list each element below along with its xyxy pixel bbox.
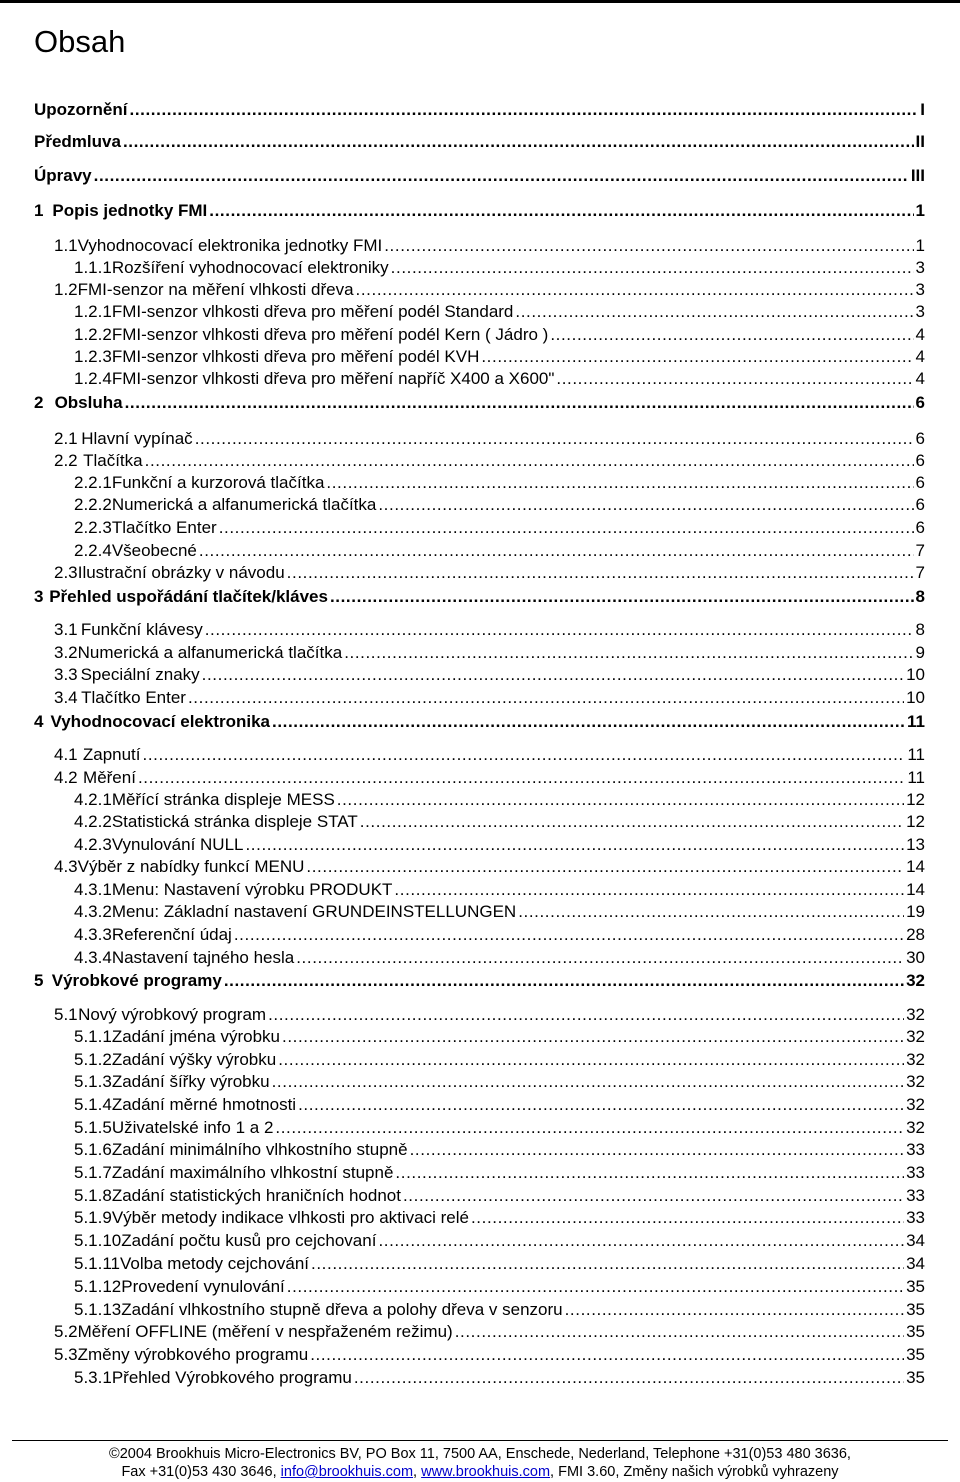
toc-label: Zadání statistických hraničních hodnot bbox=[111, 1186, 401, 1205]
toc-number: 5.1.1 bbox=[74, 1027, 112, 1046]
toc-label: Zadání jména výrobku bbox=[111, 1027, 281, 1046]
toc-entry[interactable] bbox=[74, 1027, 925, 1047]
toc-page-number: 6 bbox=[915, 495, 925, 514]
toc-number: 2.2.2 bbox=[74, 495, 112, 514]
toc-page-number: 12 bbox=[906, 812, 925, 831]
toc-entry[interactable] bbox=[74, 369, 925, 389]
toc-page-number: 34 bbox=[906, 1231, 925, 1250]
toc-leader-dots bbox=[268, 1005, 904, 1025]
toc-page-number: 12 bbox=[906, 790, 925, 809]
toc-entry[interactable] bbox=[74, 1231, 925, 1251]
toc-page-number: 11 bbox=[907, 712, 925, 731]
toc-number: 3.3 bbox=[54, 665, 78, 684]
toc-label: Funkční klávesy bbox=[80, 620, 203, 639]
toc-page-number: 6 bbox=[915, 473, 925, 492]
toc-entry[interactable] bbox=[74, 1208, 925, 1228]
toc-page-number: 14 bbox=[906, 857, 925, 876]
toc-leader-dots bbox=[337, 790, 904, 810]
toc-number: 2.2 bbox=[54, 451, 78, 470]
toc-leader-dots bbox=[344, 643, 913, 663]
toc-number: 4.2.1 bbox=[74, 790, 112, 809]
toc-entry[interactable] bbox=[74, 1118, 925, 1138]
toc-label: Výrobkové programy bbox=[51, 971, 222, 990]
toc-label: Nastavení tajného hesla bbox=[111, 948, 295, 967]
toc-number: 5.3 bbox=[54, 1345, 78, 1364]
toc-leader-dots bbox=[296, 948, 904, 968]
toc-leader-dots bbox=[378, 495, 913, 515]
toc-entry[interactable] bbox=[54, 280, 925, 300]
toc-leader-dots bbox=[360, 812, 904, 832]
toc-leader-dots bbox=[306, 857, 904, 877]
toc-page-number: 35 bbox=[906, 1300, 925, 1319]
toc-number: 5.3.1 bbox=[74, 1368, 112, 1387]
toc-entry[interactable] bbox=[74, 1072, 925, 1092]
toc-page-number: 8 bbox=[915, 587, 925, 606]
toc-label: Tlačítko Enter bbox=[81, 688, 186, 707]
toc-number: 2.3 bbox=[54, 563, 78, 582]
toc-leader-dots bbox=[471, 1208, 904, 1228]
toc-label: Všeobecné bbox=[111, 541, 197, 560]
toc-leader-dots bbox=[94, 166, 909, 186]
toc-page-number: 3 bbox=[915, 280, 925, 299]
toc-label: Vyhodnocovací elektronika jednotky FMI bbox=[77, 236, 383, 255]
toc-label: Zadání měrné hmotnosti bbox=[111, 1095, 297, 1114]
toc-page-number: 28 bbox=[906, 925, 925, 944]
toc-label: Přehled uspořádání tlačítek/kláves bbox=[49, 587, 328, 606]
toc-number: 2.2.1 bbox=[74, 473, 112, 492]
toc-label: Úpravy bbox=[34, 166, 92, 185]
toc-entry[interactable] bbox=[74, 518, 925, 538]
toc-leader-dots bbox=[378, 1231, 904, 1251]
toc-entry[interactable] bbox=[54, 1322, 925, 1342]
toc-label: Zadání minimálního vlhkostního stupně bbox=[111, 1140, 408, 1159]
toc-label: Rozšíření vyhodnocovací elektroniky bbox=[111, 258, 389, 277]
toc-page-number: 4 bbox=[915, 347, 925, 366]
toc-leader-dots bbox=[272, 1072, 904, 1092]
email-link[interactable]: info@brookhuis.com bbox=[280, 1464, 414, 1480]
toc-label: Zadání šířky výrobku bbox=[111, 1072, 270, 1091]
toc-page-number: 33 bbox=[906, 1208, 925, 1227]
toc-label: Numerická a alfanumerická tlačítka bbox=[111, 495, 377, 514]
toc-entry[interactable] bbox=[54, 688, 925, 708]
toc-label: FMI-senzor vlhkosti dřeva pro měření podél KVH bbox=[111, 347, 480, 366]
toc-number: 2.2.4 bbox=[74, 541, 112, 560]
toc-label: Měřící stránka displeje MESS bbox=[111, 790, 335, 809]
toc-label: Zadání maximálního vlhkostní stupně bbox=[111, 1163, 394, 1182]
toc-number: 1.1 bbox=[54, 236, 78, 255]
toc-number: 5.1.7 bbox=[74, 1163, 112, 1182]
toc-label: Zapnutí bbox=[82, 745, 141, 764]
toc-page-number: II bbox=[915, 132, 925, 151]
toc-label: FMI-senzor vlhkosti dřeva pro měření napříč X400 a X600" bbox=[111, 369, 555, 388]
toc-number: 4.2 bbox=[54, 768, 78, 787]
toc-number: 3.4 bbox=[54, 688, 78, 707]
toc-entry[interactable] bbox=[34, 393, 925, 413]
toc-leader-dots bbox=[326, 473, 913, 493]
toc-leader-dots bbox=[205, 620, 914, 640]
toc-leader-dots bbox=[145, 451, 914, 471]
toc-leader-dots bbox=[410, 1140, 904, 1160]
toc-label: Výběr metody indikace vlhkosti pro aktivaci relé bbox=[111, 1208, 469, 1227]
toc-page-number: 3 bbox=[915, 302, 925, 321]
toc-leader-dots bbox=[394, 880, 904, 900]
toc-leader-dots bbox=[125, 393, 914, 413]
toc-number: 1.2.1 bbox=[74, 302, 112, 321]
toc-number: 5.1.8 bbox=[74, 1186, 112, 1205]
toc-leader-dots bbox=[278, 1050, 904, 1070]
toc-label: Přehled Výrobkového programu bbox=[111, 1368, 352, 1387]
toc-label: Obsluha bbox=[54, 393, 123, 412]
toc-label: Provedení vynulování bbox=[121, 1277, 285, 1296]
toc-page-number: 32 bbox=[906, 1027, 925, 1046]
toc-number: 1.2 bbox=[54, 280, 78, 299]
toc-leader-dots bbox=[556, 369, 913, 389]
toc-number: 5.1.6 bbox=[74, 1140, 112, 1159]
page-title: Obsah bbox=[34, 24, 126, 59]
toc-label: FMI-senzor na měření vlhkosti dřeva bbox=[77, 280, 354, 299]
toc-leader-dots bbox=[245, 835, 904, 855]
toc-page-number: 33 bbox=[906, 1140, 925, 1159]
toc-page-number: III bbox=[910, 166, 925, 185]
toc-leader-dots bbox=[330, 587, 914, 607]
toc-number: 5.1.4 bbox=[74, 1095, 112, 1114]
toc-leader-dots bbox=[384, 236, 913, 256]
toc-entry[interactable] bbox=[34, 587, 925, 607]
toc-label: Hlavní vypínač bbox=[81, 429, 193, 448]
toc-entry[interactable] bbox=[54, 620, 925, 640]
toc-entry[interactable] bbox=[74, 1186, 925, 1206]
toc-entry[interactable] bbox=[74, 495, 925, 515]
toc-leader-dots bbox=[391, 258, 914, 278]
toc-entry[interactable] bbox=[54, 1005, 925, 1025]
toc-number: 4.1 bbox=[54, 745, 78, 764]
toc-label: Výběr z nabídky funkcí MENU bbox=[77, 857, 305, 876]
toc-leader-dots bbox=[310, 1345, 904, 1365]
toc-entry[interactable] bbox=[54, 429, 925, 449]
toc-page-number: 33 bbox=[906, 1163, 925, 1182]
toc-page-number: 32 bbox=[906, 1072, 925, 1091]
toc-page-number: 1 bbox=[915, 236, 925, 255]
toc-number: 4.3.1 bbox=[74, 880, 112, 899]
toc-entry[interactable] bbox=[74, 473, 925, 493]
toc-entry[interactable] bbox=[74, 790, 925, 810]
toc-number: 1.2.2 bbox=[74, 325, 112, 344]
toc-leader-dots bbox=[287, 563, 914, 583]
toc-label: Volba metody cejchování bbox=[120, 1254, 310, 1273]
toc-entry[interactable] bbox=[34, 100, 925, 120]
toc-number: 4.3 bbox=[54, 857, 78, 876]
toc-page-number: 6 bbox=[915, 393, 925, 412]
toc-number: 5.1.3 bbox=[74, 1072, 112, 1091]
toc-label: Zadání počtu kusů pro cejchovaní bbox=[121, 1231, 377, 1250]
toc-number: 4.3.2 bbox=[74, 902, 112, 921]
toc-page-number: 9 bbox=[915, 643, 925, 662]
toc-leader-dots bbox=[518, 902, 904, 922]
toc-number: 2.1 bbox=[54, 429, 78, 448]
toc-page-number: 11 bbox=[907, 745, 925, 764]
toc-page-number: 7 bbox=[915, 563, 925, 582]
toc-entry[interactable] bbox=[74, 347, 925, 367]
toc-leader-dots bbox=[282, 1027, 904, 1047]
toc-leader-dots bbox=[403, 1186, 904, 1206]
toc-label: Změny výrobkového programu bbox=[77, 1345, 309, 1364]
toc-entry[interactable] bbox=[54, 665, 925, 685]
toc-label: Vynulování NULL bbox=[111, 835, 244, 854]
toc-leader-dots bbox=[130, 100, 919, 120]
toc-entry[interactable] bbox=[74, 1095, 925, 1115]
toc-entry[interactable] bbox=[74, 325, 925, 345]
toc-label: Referenční údaj bbox=[111, 925, 232, 944]
toc-entry[interactable] bbox=[54, 745, 925, 765]
toc-page-number: 13 bbox=[906, 835, 925, 854]
toc-entry[interactable] bbox=[74, 258, 925, 278]
toc-label: Nový výrobkový program bbox=[78, 1005, 267, 1024]
toc-page-number: 6 bbox=[915, 451, 925, 470]
website-link[interactable]: www.brookhuis.com bbox=[421, 1464, 551, 1480]
toc-page-number: 14 bbox=[906, 880, 925, 899]
toc-leader-dots bbox=[272, 712, 905, 732]
toc-label: Měření OFFLINE (měření v nespřaženém režimu) bbox=[77, 1322, 453, 1341]
toc-entry[interactable] bbox=[74, 1254, 925, 1274]
toc-page-number: 6 bbox=[915, 518, 925, 537]
toc-leader-dots bbox=[395, 1163, 904, 1183]
toc-entry[interactable] bbox=[34, 712, 925, 732]
toc-label: Menu: Základní nastavení GRUNDEINSTELLUNGEN bbox=[111, 902, 517, 921]
toc-entry[interactable] bbox=[74, 1163, 925, 1183]
toc-label: Ilustrační obrázky v návodu bbox=[77, 563, 285, 582]
toc-page-number: 1 bbox=[915, 201, 925, 220]
toc-page-number: 32 bbox=[906, 1050, 925, 1069]
toc-number: 5.1.11 bbox=[74, 1254, 121, 1273]
toc-page-number: 32 bbox=[906, 1118, 925, 1137]
toc-entry[interactable] bbox=[54, 643, 925, 663]
toc-number: 4.2.2 bbox=[74, 812, 112, 831]
toc-number: 2 bbox=[34, 393, 44, 412]
toc-entry[interactable] bbox=[74, 1368, 925, 1388]
toc-label: Tlačítka bbox=[83, 451, 143, 470]
toc-entry[interactable] bbox=[54, 563, 925, 583]
toc-page-number: 10 bbox=[906, 688, 925, 707]
toc-leader-dots bbox=[234, 925, 904, 945]
toc-page-number: 35 bbox=[906, 1345, 925, 1364]
toc-page-number: 4 bbox=[915, 325, 925, 344]
toc-label: Statistická stránka displeje STAT bbox=[111, 812, 358, 831]
toc-leader-dots bbox=[455, 1322, 904, 1342]
toc-label: Numerická a alfanumerická tlačítka bbox=[77, 643, 343, 662]
top-rule bbox=[0, 0, 960, 3]
toc-number: 4.2.3 bbox=[74, 835, 112, 854]
toc-entry[interactable] bbox=[54, 1345, 925, 1365]
toc-entry[interactable] bbox=[34, 132, 925, 152]
toc-number: 5 bbox=[34, 971, 44, 990]
toc-leader-dots bbox=[515, 302, 913, 322]
toc-label: Vyhodnocovací elektronika bbox=[50, 712, 271, 731]
toc-entry[interactable] bbox=[54, 768, 925, 788]
toc-page-number: 32 bbox=[906, 1005, 925, 1024]
toc-label: Funkční a kurzorová tlačítka bbox=[111, 473, 325, 492]
toc-label: FMI-senzor vlhkosti dřeva pro měření podél Kern ( Jádro ) bbox=[111, 325, 549, 344]
toc-label: Zadání vlhkostního stupně dřeva a polohy dřeva v senzoru bbox=[121, 1300, 563, 1319]
toc-entry[interactable] bbox=[74, 948, 925, 968]
toc-leader-dots bbox=[199, 541, 914, 561]
toc-leader-dots bbox=[209, 201, 913, 221]
toc-leader-dots bbox=[481, 347, 913, 367]
toc-label: Popis jednotky FMI bbox=[52, 201, 208, 220]
toc-page-number: 35 bbox=[906, 1277, 925, 1296]
toc-label: Tlačítko Enter bbox=[111, 518, 217, 537]
toc-leader-dots bbox=[219, 518, 914, 538]
toc-page-number: 7 bbox=[915, 541, 925, 560]
toc-page-number: 33 bbox=[906, 1186, 925, 1205]
toc-label: Měření bbox=[83, 768, 136, 787]
toc-number: 5.1.2 bbox=[74, 1050, 112, 1069]
toc-label: FMI-senzor vlhkosti dřeva pro měření podél Standard bbox=[111, 302, 514, 321]
toc-label: Uživatelské info 1 a 2 bbox=[111, 1118, 274, 1137]
toc-leader-dots bbox=[298, 1095, 904, 1115]
toc-number: 4.3.3 bbox=[74, 925, 112, 944]
toc-page-number: 3 bbox=[915, 258, 925, 277]
toc-leader-dots bbox=[195, 429, 914, 449]
toc-label: Menu: Nastavení výrobku PRODUKT bbox=[111, 880, 393, 899]
toc-number: 1.1.1 bbox=[74, 258, 112, 277]
toc-page-number: 35 bbox=[906, 1368, 925, 1387]
toc-page-number: 6 bbox=[915, 429, 925, 448]
toc-entry[interactable] bbox=[34, 166, 925, 186]
toc-leader-dots bbox=[138, 768, 905, 788]
toc-page-number: 30 bbox=[906, 948, 925, 967]
toc-number: 1.2.3 bbox=[74, 347, 112, 366]
footer-line-1: ©2004 Brookhuis Micro-Electronics BV, PO Box 11, 7500 AA, Enschede, Nederland, Telephone +31(0)53 480 3636, bbox=[109, 1446, 851, 1462]
toc-page-number: 35 bbox=[906, 1322, 925, 1341]
toc-entry[interactable] bbox=[34, 971, 925, 991]
toc-number: 5.1.13 bbox=[74, 1300, 122, 1319]
toc-page-number: 32 bbox=[906, 971, 925, 990]
toc-entry[interactable] bbox=[74, 1050, 925, 1070]
toc-entry[interactable] bbox=[74, 1300, 925, 1320]
toc-entry[interactable] bbox=[74, 1140, 925, 1160]
toc-label: Upozornění bbox=[34, 100, 128, 119]
toc-page-number: 34 bbox=[906, 1254, 925, 1273]
toc-entry[interactable] bbox=[74, 835, 925, 855]
toc-number: 3 bbox=[34, 587, 44, 606]
toc-leader-dots bbox=[356, 280, 914, 300]
toc-page-number: 4 bbox=[915, 369, 925, 388]
toc-number: 2.2.3 bbox=[74, 518, 112, 537]
toc-entry[interactable] bbox=[54, 236, 925, 256]
toc-number: 5.1.12 bbox=[74, 1277, 122, 1296]
toc-number: 3.1 bbox=[54, 620, 78, 639]
toc-number: 5.1 bbox=[54, 1005, 78, 1024]
toc-page-number: 8 bbox=[915, 620, 925, 639]
toc-entry[interactable] bbox=[74, 902, 925, 922]
toc-label: Zadání výšky výrobku bbox=[111, 1050, 277, 1069]
toc-entry[interactable] bbox=[74, 880, 925, 900]
toc-entry[interactable] bbox=[74, 812, 925, 832]
toc-leader-dots bbox=[287, 1277, 904, 1297]
toc-page-number: I bbox=[920, 100, 925, 119]
toc-leader-dots bbox=[202, 665, 904, 685]
toc-entry[interactable] bbox=[54, 857, 925, 877]
toc-number: 4.3.4 bbox=[74, 948, 112, 967]
toc-entry[interactable] bbox=[34, 201, 925, 221]
toc-leader-dots bbox=[188, 688, 904, 708]
toc-entry[interactable] bbox=[54, 451, 925, 471]
toc-entry[interactable] bbox=[74, 541, 925, 561]
toc-number: 3.2 bbox=[54, 643, 78, 662]
toc-entry[interactable] bbox=[74, 1277, 925, 1297]
toc-number: 5.1.5 bbox=[74, 1118, 112, 1137]
toc-leader-dots bbox=[550, 325, 913, 345]
toc-number: 5.2 bbox=[54, 1322, 78, 1341]
toc-leader-dots bbox=[275, 1118, 904, 1138]
toc-leader-dots bbox=[123, 132, 914, 152]
toc-page-number: 32 bbox=[906, 1095, 925, 1114]
toc-number: 1.2.4 bbox=[74, 369, 112, 388]
toc-label: Speciální znaky bbox=[80, 665, 200, 684]
footer-rule bbox=[12, 1440, 948, 1441]
toc-number: 1 bbox=[34, 201, 44, 220]
toc-number: 5.1.9 bbox=[74, 1208, 112, 1227]
toc-entry[interactable] bbox=[74, 302, 925, 322]
footer-line-2: Fax +31(0)53 430 3646, info@brookhuis.com, www.brookhuis.com, FMI 3.60, Změny našich výrobků vyhrazeny bbox=[121, 1464, 839, 1480]
toc-leader-dots bbox=[354, 1368, 904, 1388]
toc-page-number: 19 bbox=[906, 902, 925, 921]
toc-leader-dots bbox=[224, 971, 904, 991]
toc-label: Předmluva bbox=[34, 132, 121, 151]
toc-entry[interactable] bbox=[74, 925, 925, 945]
toc-leader-dots bbox=[565, 1300, 904, 1320]
toc-leader-dots bbox=[143, 745, 906, 765]
toc-leader-dots bbox=[311, 1254, 904, 1274]
toc-page-number: 10 bbox=[906, 665, 925, 684]
toc-number: 5.1.10 bbox=[74, 1231, 122, 1250]
toc-page-number: 11 bbox=[907, 768, 925, 787]
toc-number: 4 bbox=[34, 712, 44, 731]
